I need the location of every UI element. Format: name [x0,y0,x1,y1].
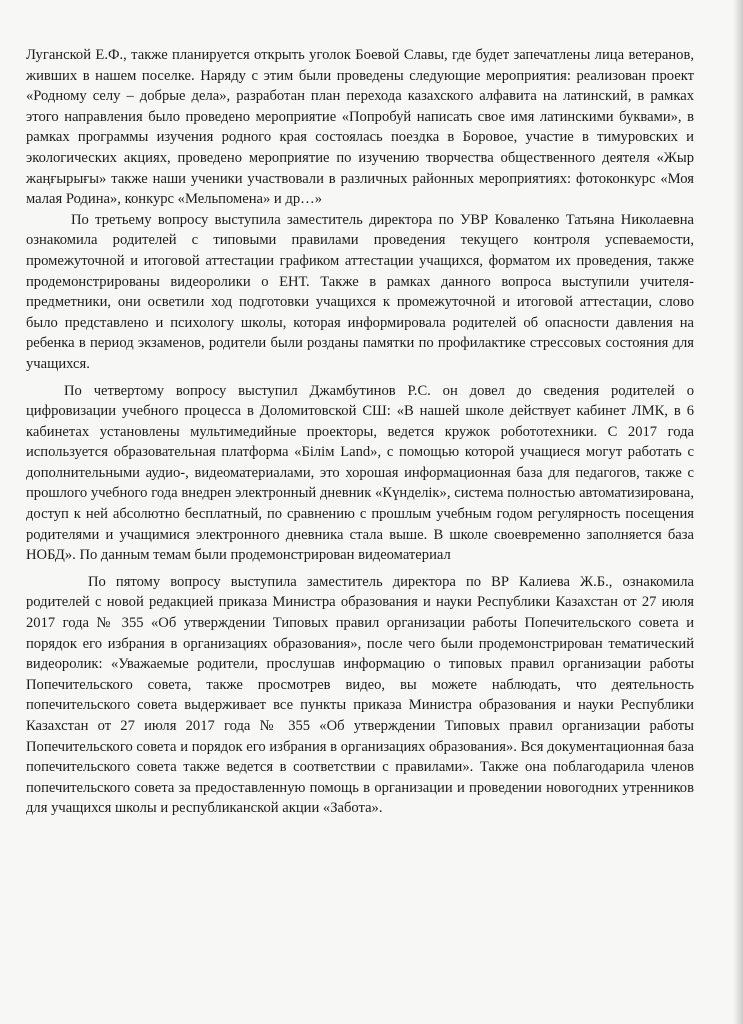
paragraph-third-question: По третьему вопросу выступила заместитель директора по УВР Коваленко Татьяна Николаевна ознакомила родителей с типовыми правилами проведения текущего контроля успеваемости, промежуточной и итоговой аттестации графиком аттестации учащихся, форматом их проведения, также продемонстрированы видеоролики о ЕНТ. Также в рамках данного вопроса выступили учителя-предметники, они осветили ход подготовки учащихся к промежуточной и итоговой аттестации, слово было представлено и психологу школы, которая информировала родителей об опасности давления на ребенка в период экзаменов, родители были розданы памятки по профилактике стрессовых состояния для учащихся. [26,211,694,372]
scan-edge-shadow [733,0,743,1024]
paragraph-fifth-question: По пятому вопросу выступила заместитель директора по ВР Калиева Ж.Б., ознакомила родителей с новой редакцией приказа Министра образования и науки Республики Казахстан от 27 июля 2017 года № 355 «Об утверждении Типовых правил организации работы Попечительского совета и порядок его избрания в организациях образования», после чего были продемонстрирован тематический видеоролик: «Уважаемые родители, прослушав информацию о типовых правил организации работы Попечительского совета, также просмотрев видео, вы можете наблюдать, что деятельность попечительского совета выдерживает все пункты приказа Министра образования и науки Республики Казахстан от 27 июля 2017 года № 355 «Об утверждении Типовых правил организации работы Попечительского совета и порядок его избрания в организациях образования». Вся документационная база попечительского совета также ведется в соответствии с правилами». Также она поблагодарила членов попечительского совета за предоставленную помощь в организации и проведении новогодних утренников для учащихся школы и республиканской акции «Забота». [26,573,694,817]
paragraph-continuation: Луганской Е.Ф., также планируется открыть уголок Боевой Славы, где будет запечатлены лица ветеранов, живших в нашем поселке. Наряду с этим были проведены следующие мероприятия: реализован проект «Родному селу – добрые дела», разработан план перехода казахского алфавита на латинский, в рамках этого направления было проведено мероприятие «Попробуй написать свое имя латинскими буквами», в рамках программы изучения родного края состоялась поездка в Боровое, участие в тимуровских и экологических акциях, проведено мероприятие по изучению творчества общественного деятеля «Жыр жаңғырығы» также наши ученики участвовали в различных районных мероприятиях: фотоконкурс «Моя малая Родина», конкурс «Мельпомена» и др…» [26,47,694,208]
paragraph-fourth-question: По четвертому вопросу выступил Джамбутинов Р.С. он довел до сведения родителей о цифровизации учебного процесса в Доломитовской СШ: «В нашей школе действует кабинет ЛМК, в 6 кабинетах установлены мультимедийные проекторы, ведется кружок робототехники. С 2017 года используется образовательная платформа «Білім Land», с помощью которой учащиеся могут работать с дополнительными аудио-, видеоматериалами, это хорошая информационная база для педагогов, также с прошлого учебного года внедрен электронный дневник «Күнделік», система полностью автоматизирована, доступ к ней абсолютно бесплатный, по сравнению с прошлым учебным годом регулярность посещения родителями и учащимися электронного дневника стала выше. В школе своевременно заполняется база НОБД». По данным темам были продемонстрирован видеоматериал [26,382,694,564]
document-body [26,45,694,819]
